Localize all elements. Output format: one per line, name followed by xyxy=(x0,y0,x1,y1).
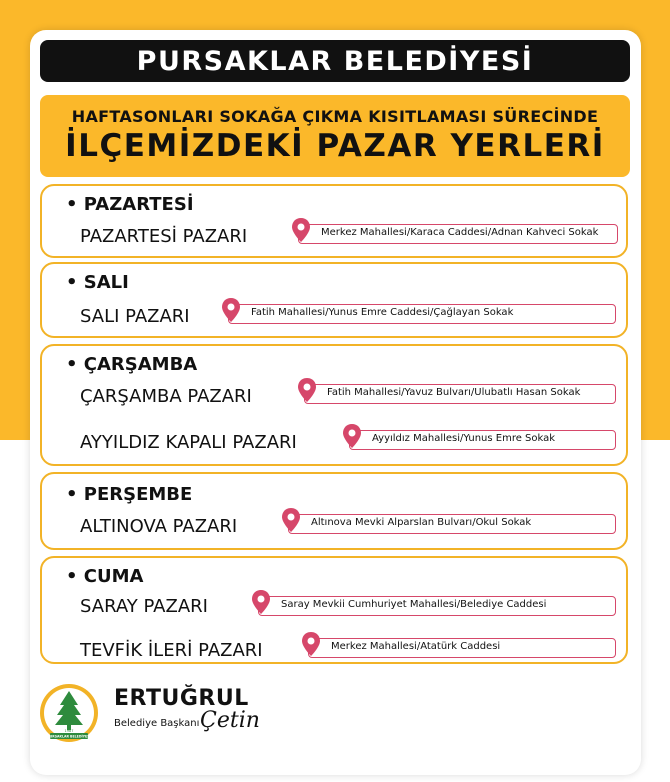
mayor-surname: Çetin xyxy=(200,708,260,733)
address-box xyxy=(298,224,618,244)
municipality-logo-icon xyxy=(39,683,99,743)
mayor-role: Belediye Başkanı xyxy=(114,718,200,729)
address-box xyxy=(258,596,616,616)
address-text: Fatih Mahallesi/Yunus Emre Caddesi/Çağlayan Sokak xyxy=(251,307,514,318)
location-pin-icon xyxy=(251,589,271,615)
market-name: SALI PAZARI xyxy=(80,306,190,327)
subtitle-line-2: İLÇEMİZDEKİ PAZAR YERLERİ xyxy=(65,128,605,164)
day-title: • PAZARTESİ xyxy=(66,194,194,215)
day-box-sali xyxy=(40,262,628,338)
location-pin-icon xyxy=(281,507,301,533)
day-box-pazartesi xyxy=(40,184,628,258)
address-box xyxy=(308,638,616,658)
day-box-persembe xyxy=(40,472,628,550)
market-name: ALTINOVA PAZARI xyxy=(80,516,238,537)
address-box xyxy=(349,430,616,450)
day-title: • SALI xyxy=(66,272,129,293)
market-name: ÇARŞAMBA PAZARI xyxy=(80,386,252,407)
location-pin-icon xyxy=(221,297,241,323)
logo-year: 1987 xyxy=(64,729,74,733)
market-name: TEVFİK İLERİ PAZARI xyxy=(80,640,263,661)
address-text: Merkez Mahallesi/Karaca Caddesi/Adnan Kahveci Sokak xyxy=(321,227,599,238)
day-box-carsamba xyxy=(40,344,628,466)
address-text: Altınova Mevki Alparslan Bulvarı/Okul Sokak xyxy=(311,517,532,528)
address-text: Saray Mevkii Cumhuriyet Mahallesi/Belediye Caddesi xyxy=(281,599,547,610)
mayor-first-name: ERTUĞRUL xyxy=(114,686,249,711)
day-box-cuma xyxy=(40,556,628,664)
logo-caption: PURSAKLAR BELEDİYESİ xyxy=(47,734,91,739)
location-pin-icon xyxy=(297,377,317,403)
location-pin-icon xyxy=(291,217,311,243)
day-title: • CUMA xyxy=(66,566,144,587)
subtitle-line-1: HAFTASONLARI SOKAĞA ÇIKMA KISITLAMASI SÜRECİNDE xyxy=(71,107,599,126)
address-text: Fatih Mahallesi/Yavuz Bulvarı/Ulubatlı Hasan Sokak xyxy=(327,387,581,398)
day-title: • ÇARŞAMBA xyxy=(66,354,198,375)
market-name: PAZARTESİ PAZARI xyxy=(80,226,248,247)
market-name: SARAY PAZARI xyxy=(80,596,208,617)
address-box xyxy=(228,304,616,324)
address-box xyxy=(288,514,616,534)
address-text: Ayyıldız Mahallesi/Yunus Emre Sokak xyxy=(372,433,556,444)
subtitle-box xyxy=(40,95,630,177)
day-title: • PERŞEMBE xyxy=(66,484,193,505)
page-title: PURSAKLAR BELEDİYESİ xyxy=(40,40,630,82)
address-text: Merkez Mahallesi/Atatürk Caddesi xyxy=(331,641,501,652)
location-pin-icon xyxy=(301,631,321,657)
market-name: AYYILDIZ KAPALI PAZARI xyxy=(80,432,297,453)
address-box xyxy=(304,384,616,404)
location-pin-icon xyxy=(342,423,362,449)
